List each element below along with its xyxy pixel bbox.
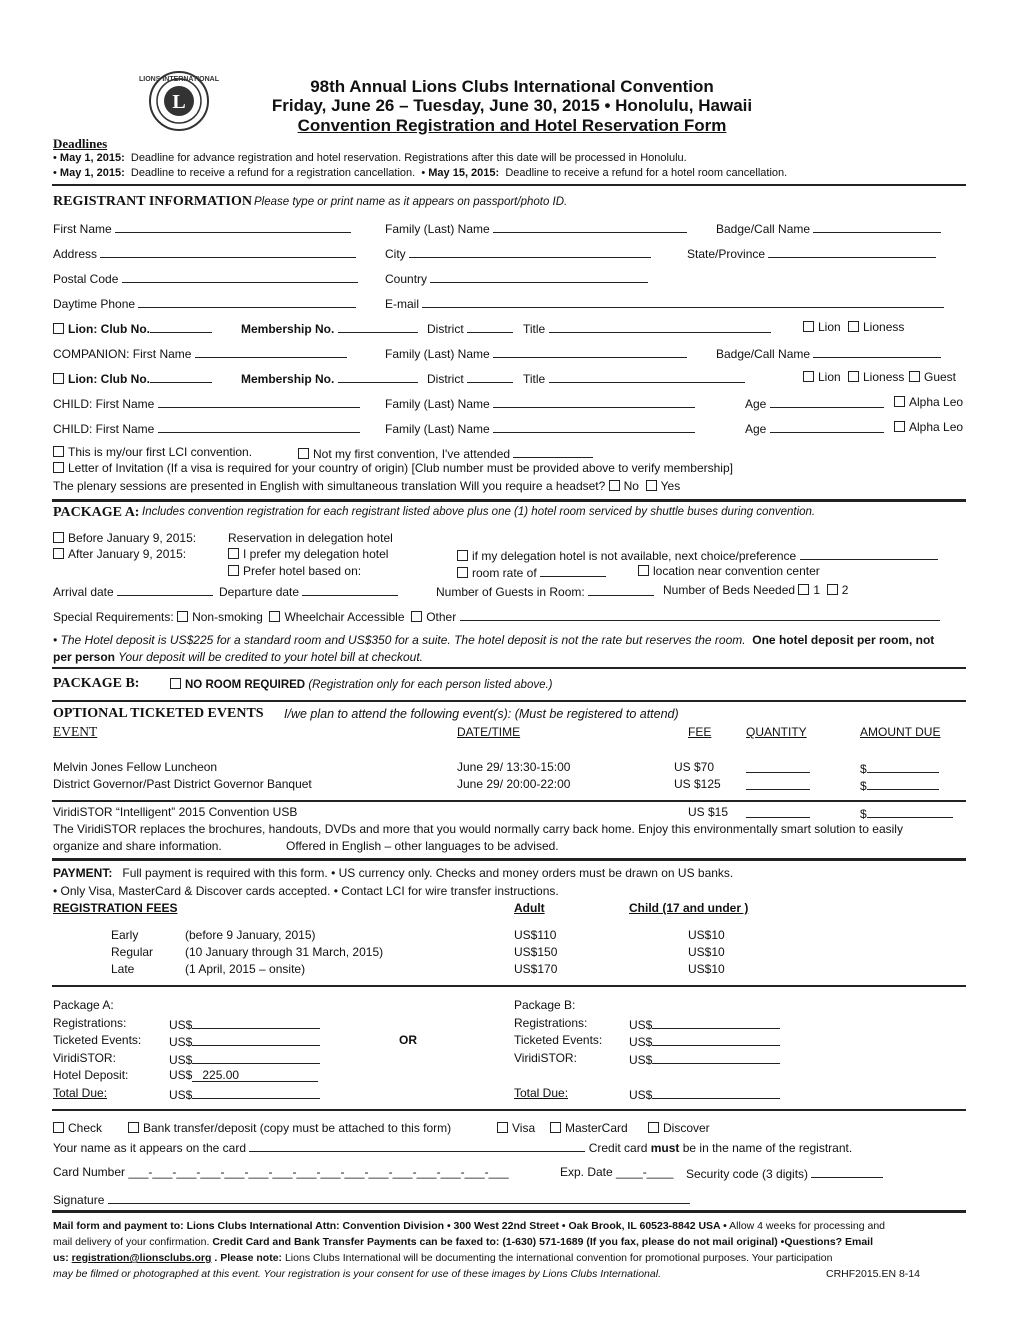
- family-name-field[interactable]: Family (Last) Name: [385, 221, 687, 235]
- first-name-field[interactable]: First Name: [53, 221, 351, 235]
- event-amount-field[interactable]: $: [860, 761, 939, 775]
- reservation-label: Reservation in delegation hotel: [228, 531, 393, 545]
- special-requirements: Special Requirements: Non-smoking Wheelchair Accessible Other: [53, 609, 940, 623]
- svg-text:LIONS INTERNATIONAL: LIONS INTERNATIONAL: [139, 76, 219, 83]
- lion-checkbox[interactable]: Lion: [803, 321, 841, 333]
- email-field[interactable]: E-mail: [385, 296, 944, 310]
- fee-name: Early: [111, 928, 139, 942]
- fee-period: (10 January through 31 March, 2015): [185, 945, 384, 959]
- check-checkbox[interactable]: Check: [53, 1122, 102, 1134]
- child2-alpha-leo-checkbox[interactable]: Alpha Leo: [894, 421, 963, 433]
- adult-heading: Adult: [514, 901, 545, 915]
- pkg-b-total-label: Total Due:: [514, 1086, 569, 1100]
- pkg-b-ticketed-label: Ticketed Events:: [514, 1033, 603, 1047]
- pkg-a-deposit-label: Hotel Deposit:: [53, 1068, 129, 1082]
- divider: [52, 858, 966, 861]
- col-quantity: QUANTITY: [746, 725, 807, 739]
- footer-line-1: Mail form and payment to: Lions Clubs International Attn: Convention Division • 300 West 22nd Street • Oak Brook, IL 60523-8842 USA • Allow 4 weeks for processing and: [53, 1220, 885, 1232]
- mastercard-checkbox[interactable]: MasterCard: [550, 1122, 628, 1134]
- companion-guest-checkbox[interactable]: Guest: [909, 371, 956, 383]
- beds-2-checkbox[interactable]: [827, 584, 838, 595]
- phone-field[interactable]: Daytime Phone: [53, 296, 356, 310]
- usb-amount-field[interactable]: $: [860, 806, 953, 820]
- companion-district-field[interactable]: District: [427, 371, 513, 385]
- card-number-field[interactable]: Card Number ___-___-___-___-___-___-___-___-___-___-___-___-___-___-___-___: [53, 1165, 509, 1179]
- pkg-a-total-field[interactable]: US$: [169, 1087, 320, 1101]
- events-intro: I/we plan to attend the following event(s): (Must be registered to attend): [284, 707, 679, 721]
- fee-period: (1 April, 2015 – onsite): [185, 962, 306, 976]
- pkg-a-viridistor-field[interactable]: US$: [169, 1052, 320, 1066]
- card-name-field[interactable]: Your name as it appears on the card Credit card must be in the name of the registrant.: [53, 1141, 853, 1155]
- pkg-b-viridistor-field[interactable]: US$: [629, 1052, 780, 1066]
- col-fee: FEE: [688, 725, 712, 739]
- security-code-field[interactable]: Security code (3 digits): [686, 1166, 883, 1180]
- companion-badge-name-field[interactable]: Badge/Call Name: [716, 346, 941, 360]
- form-dates: Friday, June 26 – Tuesday, June 30, 2015 • Honolulu, Hawaii: [271, 96, 753, 115]
- pkg-b-registrations-field[interactable]: US$: [629, 1017, 780, 1031]
- pkg-b-viridistor-label: ViridiSTOR:: [514, 1051, 577, 1065]
- event-quantity-field[interactable]: [746, 761, 810, 775]
- postal-code-field[interactable]: Postal Code: [53, 271, 358, 285]
- fees-heading: REGISTRATION FEES: [53, 901, 178, 915]
- child2-family-name-field[interactable]: Family (Last) Name: [385, 421, 695, 435]
- companion-title-field[interactable]: Title: [523, 371, 745, 385]
- form-code: CRHF2015.EN 8-14: [826, 1268, 920, 1280]
- fee-child: US$10: [688, 945, 725, 959]
- pkg-a-registrations-field[interactable]: US$: [169, 1017, 320, 1031]
- prefer-based-checkbox[interactable]: Prefer hotel based on:: [228, 565, 361, 577]
- discover-checkbox[interactable]: Discover: [648, 1122, 710, 1134]
- visa-checkbox[interactable]: Visa: [497, 1122, 535, 1134]
- deadlines-heading: Deadlines: [53, 136, 108, 151]
- deadline-line-1: • May 1, 2015: Deadline for advance registration and hotel reservation. Registrations after this date will be processed in Honolulu.: [53, 152, 687, 164]
- divider: [52, 1210, 966, 1213]
- companion-lion-club-checkbox[interactable]: Lion: Club No.: [53, 371, 212, 385]
- divider: [52, 700, 966, 702]
- lion-club-checkbox[interactable]: Lion: Club No.: [53, 321, 212, 335]
- fee-child: US$10: [688, 928, 725, 942]
- beds-1-checkbox[interactable]: [798, 584, 809, 595]
- event-fee: US $70: [674, 760, 715, 774]
- exp-date-field[interactable]: Exp. Date ____-____: [560, 1165, 674, 1179]
- badge-name-field[interactable]: Badge/Call Name: [716, 221, 941, 235]
- fee-name: Late: [111, 962, 135, 976]
- registrant-heading: REGISTRANT INFORMATION: [53, 194, 253, 209]
- signature-field[interactable]: Signature: [53, 1192, 690, 1206]
- city-field[interactable]: City: [385, 246, 651, 260]
- event-date: June 29/ 13:30-15:00: [457, 760, 571, 774]
- beds-needed: Number of Beds Needed 1 2: [663, 583, 849, 597]
- child2-first-name-field[interactable]: CHILD: First Name: [53, 421, 360, 435]
- not-first-convention-checkbox[interactable]: Not my first convention, I've attended: [298, 446, 593, 460]
- companion-lioness-checkbox[interactable]: Lioness: [848, 371, 904, 383]
- col-amount: AMOUNT DUE: [860, 725, 941, 739]
- payment-line-2: • Only Visa, MasterCard & Discover cards accepted. • Contact LCI for wire transfer instructions.: [53, 884, 559, 898]
- divider: [52, 800, 966, 802]
- after-jan9-checkbox[interactable]: After January 9, 2015:: [53, 548, 186, 560]
- registrant-note: Please type or print name as it appears on passport/photo ID.: [254, 196, 568, 208]
- pkg-a-ticketed-label: Ticketed Events:: [53, 1033, 142, 1047]
- pkg-b-ticketed-field[interactable]: US$: [629, 1034, 780, 1048]
- event-date: June 29/ 20:00-22:00: [457, 777, 571, 791]
- package-a-desc: Includes convention registration for each registrant listed above plus one (1) hotel room serviced by shuttle buses during convention.: [142, 506, 816, 518]
- divider: [52, 667, 966, 669]
- companion-first-name-field[interactable]: COMPANION: First Name: [53, 346, 347, 360]
- payment-line-1: PAYMENT: Full payment is required with this form. • US currency only. Checks and money orders must be drawn on US banks.: [53, 866, 734, 880]
- pkg-b-label: Package B:: [514, 998, 576, 1012]
- companion-lion-checkbox[interactable]: Lion: [803, 371, 841, 383]
- arrival-date-field[interactable]: Arrival date: [53, 584, 213, 598]
- district-field[interactable]: District: [427, 321, 513, 335]
- guests-field[interactable]: Number of Guests in Room:: [436, 584, 654, 598]
- registration-email-link[interactable]: registration@lionsclubs.org: [71, 1252, 212, 1264]
- events-heading: OPTIONAL TICKETED EVENTS: [53, 706, 264, 721]
- usb-desc-2: organize and share information.: [53, 839, 222, 853]
- title-field[interactable]: Title: [523, 321, 771, 335]
- next-choice-checkbox[interactable]: if my delegation hotel is not available, next choice/preference: [457, 548, 938, 562]
- child-heading: Child (17 and under ): [629, 901, 749, 915]
- wheelchair-checkbox[interactable]: [269, 611, 280, 622]
- lioness-checkbox[interactable]: Lioness: [848, 321, 904, 333]
- event-quantity-field[interactable]: [746, 778, 810, 792]
- pkg-a-registrations-label: Registrations:: [53, 1016, 127, 1030]
- pkg-b-total-field[interactable]: US$: [629, 1087, 780, 1101]
- usb-desc: The ViridiSTOR replaces the brochures, handouts, DVDs and more that you would normally carry back home. Enjoy this environmentally smart solution to easily: [53, 822, 903, 836]
- country-field[interactable]: Country: [385, 271, 648, 285]
- footer-line-2: mail delivery of your confirmation. Credit Card and Bank Transfer Payments can be faxed to: (1-630) 571-1689 (If you fax, please do not mail original) •Questions? Email: [53, 1236, 874, 1248]
- footer-line-4: may be filmed or photographed at this event. Your registration is your consent for use of these images by Lions Clubs International.: [53, 1268, 661, 1280]
- child2-age-field[interactable]: Age: [745, 421, 884, 435]
- companion-family-name-field[interactable]: Family (Last) Name: [385, 346, 687, 360]
- headset-yes-checkbox[interactable]: [646, 480, 657, 491]
- form-subtitle: Convention Registration and Hotel Reservation Form: [297, 116, 727, 135]
- event-name: Melvin Jones Fellow Luncheon: [53, 760, 218, 774]
- address-field[interactable]: Address: [53, 246, 356, 260]
- deposit-credit: per person Your deposit will be credited to your hotel bill at checkout.: [53, 650, 423, 664]
- divider: [52, 184, 966, 186]
- divider: [52, 1109, 966, 1111]
- fee-adult: US$150: [514, 945, 558, 959]
- svg-text:L: L: [172, 91, 186, 113]
- pkg-a-total-label: Total Due:: [53, 1086, 108, 1100]
- room-rate-checkbox[interactable]: room rate of: [457, 565, 606, 579]
- headset-question: The plenary sessions are presented in English with simultaneous translation Will you require a headset? No Yes: [53, 479, 681, 493]
- usb-name: ViridiSTOR “Intelligent” 2015 Convention USB: [53, 805, 298, 819]
- location-checkbox[interactable]: location near convention center: [638, 565, 820, 577]
- usb-desc-3: Offered in English – other languages to be advised.: [286, 839, 559, 853]
- child1-alpha-leo-checkbox[interactable]: Alpha Leo: [894, 396, 963, 408]
- child1-family-name-field[interactable]: Family (Last) Name: [385, 396, 695, 410]
- fee-adult: US$170: [514, 962, 558, 976]
- col-event: EVENT: [53, 724, 98, 739]
- event-name: District Governor/Past District Governor Banquet: [53, 777, 312, 791]
- first-convention-checkbox[interactable]: This is my/our first LCI convention.: [53, 446, 252, 458]
- before-jan9-checkbox[interactable]: Before January 9, 2015:: [53, 532, 196, 544]
- deadline-line-2: • May 1, 2015: Deadline to receive a refund for a registration cancellation. • May 15, 2015: Deadline to receive a refund for a hotel room cancellation.: [53, 167, 788, 179]
- divider: [52, 985, 966, 987]
- event-fee: US $125: [674, 777, 721, 791]
- divider: [52, 499, 966, 502]
- usb-fee: US $15: [688, 805, 729, 819]
- child1-first-name-field[interactable]: CHILD: First Name: [53, 396, 360, 410]
- non-smoking-checkbox[interactable]: [177, 611, 188, 622]
- fee-child: US$10: [688, 962, 725, 976]
- pkg-b-registrations-label: Registrations:: [514, 1016, 588, 1030]
- pkg-a-ticketed-field[interactable]: US$: [169, 1034, 320, 1048]
- or-label: OR: [399, 1033, 417, 1047]
- deposit-note: • The Hotel deposit is US$225 for a standard room and US$350 for a suite. The hotel deposit is not the rate but reserves the room. One hotel deposit per room, not: [53, 633, 935, 647]
- companion-membership-field[interactable]: Membership No.: [241, 371, 418, 385]
- usb-quantity-field[interactable]: [746, 806, 810, 820]
- package-a-heading: PACKAGE A:: [53, 505, 140, 520]
- child1-age-field[interactable]: Age: [745, 396, 884, 410]
- pkg-a-viridistor-label: ViridiSTOR:: [53, 1051, 116, 1065]
- col-date: DATE/TIME: [457, 725, 521, 739]
- prefer-delegation-checkbox[interactable]: I prefer my delegation hotel: [228, 548, 388, 560]
- pkg-a-label: Package A:: [53, 998, 114, 1012]
- headset-no-checkbox[interactable]: [609, 480, 620, 491]
- fee-adult: US$110: [514, 928, 557, 942]
- package-b-heading: PACKAGE B:: [53, 676, 140, 691]
- pkg-a-deposit-field[interactable]: US$ 225.00: [169, 1069, 318, 1082]
- other-checkbox[interactable]: [411, 611, 422, 622]
- fee-period: (before 9 January, 2015): [185, 928, 316, 942]
- form-title: 98th Annual Lions Clubs International Convention: [310, 77, 714, 96]
- state-field[interactable]: State/Province: [687, 246, 936, 260]
- membership-field[interactable]: Membership No.: [241, 321, 418, 335]
- fee-name: Regular: [111, 945, 154, 959]
- no-room-checkbox[interactable]: NO ROOM REQUIRED (Registration only for each person listed above.): [170, 678, 553, 692]
- bank-transfer-checkbox[interactable]: Bank transfer/deposit (copy must be attached to this form): [128, 1122, 451, 1134]
- footer-line-3: us: registration@lionsclubs.org . Please note: Lions Clubs International will be documenting the international convention for promotional purposes. Your participation: [53, 1252, 833, 1264]
- letter-invitation-checkbox[interactable]: Letter of Invitation (If a visa is required for your country of origin) [Club number must be provided above to verify membership]: [53, 462, 733, 474]
- departure-date-field[interactable]: Departure date: [219, 584, 398, 598]
- event-amount-field[interactable]: $: [860, 778, 939, 792]
